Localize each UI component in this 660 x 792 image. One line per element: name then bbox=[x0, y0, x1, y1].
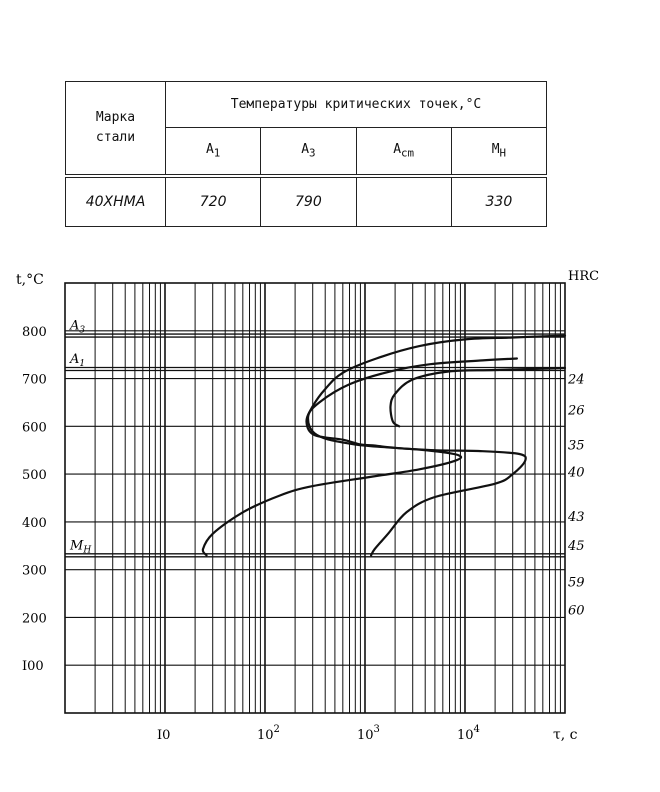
col-a1-label: A bbox=[205, 142, 214, 158]
y-tick-label: 700 bbox=[22, 372, 47, 388]
critical-line-label: $A_3$ bbox=[70, 318, 86, 336]
col-a1-sub: 1 bbox=[213, 146, 221, 160]
col-acm bbox=[356, 127, 451, 176]
hrc-value: 40 bbox=[568, 465, 585, 481]
critical-line-label: $M_H$ bbox=[70, 538, 92, 556]
row-a3: 790 bbox=[261, 176, 356, 226]
row-grade: 40ХНМА bbox=[66, 176, 166, 226]
col-a3-label: A bbox=[301, 142, 310, 158]
x-tick-exponent: 3 bbox=[373, 724, 380, 735]
y-tick-label: 600 bbox=[22, 420, 47, 436]
y-tick-label: 300 bbox=[22, 563, 47, 579]
x-axis-label: τ, с bbox=[553, 727, 578, 743]
axis-labels bbox=[16, 269, 599, 743]
x-tick-label: $10^4$ bbox=[457, 724, 480, 743]
x-tick-label: $10^2$ bbox=[257, 724, 280, 743]
col-acm-label: A bbox=[393, 142, 402, 158]
y-tick-label: 500 bbox=[22, 468, 47, 484]
col-a3 bbox=[261, 127, 356, 176]
grade-header-line1: Марка bbox=[95, 110, 136, 126]
hrc-value: 59 bbox=[568, 575, 585, 591]
y-tick-label: 800 bbox=[22, 324, 47, 340]
y-tick-label: 400 bbox=[22, 515, 47, 531]
chart-grid bbox=[65, 283, 565, 713]
row-mh: 330 bbox=[451, 176, 546, 226]
grade-header bbox=[66, 82, 166, 177]
hrc-value: 26 bbox=[568, 403, 585, 419]
critical-line-subscript: 1 bbox=[79, 359, 86, 369]
critical-points-table bbox=[65, 81, 547, 227]
col-mh-sub: H bbox=[499, 146, 507, 160]
transformation-curve bbox=[390, 368, 565, 426]
hrc-value: 60 bbox=[568, 603, 585, 619]
critical-line-subscript: 3 bbox=[79, 325, 86, 336]
hrc-value: 43 bbox=[568, 510, 585, 526]
col-acm-sub: cm bbox=[401, 146, 415, 160]
critical-lines bbox=[65, 334, 565, 557]
hrc-value: 24 bbox=[568, 372, 585, 388]
x-tick-exponent: 4 bbox=[473, 724, 480, 735]
hrc-axis-label: HRC bbox=[568, 269, 600, 284]
x-tick-label: $10^3$ bbox=[357, 724, 380, 743]
y-tick-label: I00 bbox=[22, 659, 44, 675]
critical-line-label: $A_1$ bbox=[70, 352, 86, 369]
temps-header bbox=[166, 82, 547, 128]
y-axis-label: t,°C bbox=[16, 272, 44, 288]
x-tick-exponent: 2 bbox=[273, 724, 280, 735]
cct-diagram bbox=[0, 240, 660, 792]
temps-header-text: Температуры критических точек, bbox=[230, 96, 466, 112]
col-a3-sub: 3 bbox=[309, 146, 316, 160]
y-tick-label: 200 bbox=[22, 611, 47, 627]
plot-frame bbox=[65, 283, 565, 713]
critical-line-subscript: H bbox=[83, 545, 92, 556]
row-acm bbox=[356, 176, 451, 226]
col-mh bbox=[451, 127, 546, 176]
col-mh-label: M bbox=[491, 142, 500, 158]
hrc-value: 35 bbox=[568, 438, 585, 454]
col-a1 bbox=[166, 127, 261, 176]
x-tick-label: I0 bbox=[157, 728, 171, 743]
hrc-value: 45 bbox=[568, 538, 585, 554]
row-a1: 720 bbox=[166, 176, 261, 226]
temps-header-unit: °С bbox=[465, 96, 482, 112]
grade-header-line2: стали bbox=[95, 130, 136, 146]
